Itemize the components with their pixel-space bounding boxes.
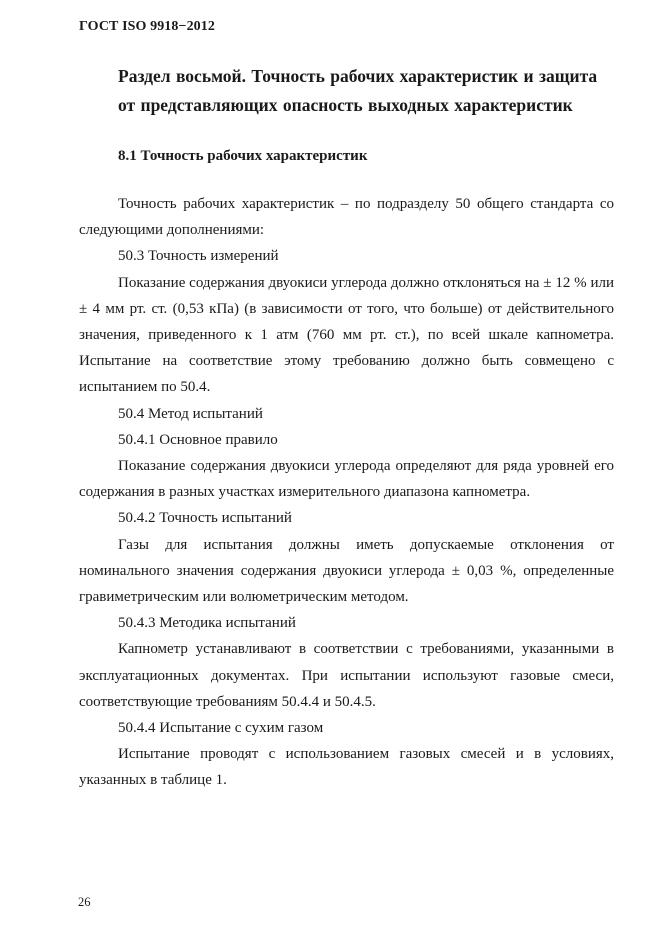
standard-header: ГОСТ ISO 9918−2012 [79, 19, 215, 34]
clause-heading-50-4-3: 50.4.3 Методика испытаний [118, 615, 296, 632]
paragraph-measurement-accuracy: Показание содержания двуокиси углерода должно отклоняться на ± 12 % или ± 4 мм рт. ст. (0,53 кПа) (в зависимости от того, что больше) от действительного значения, приведенного к 1 атм (760 мм рт. ст.), по всей шкале капнометра. Испытание на соответствие этому требованию должно быть совмещено с испытанием по 50.4. [79, 274, 614, 396]
paragraph-test-accuracy: Газы для испытания должны иметь допускаемые отклонения от номинального значения содержания двуокиси углерода ± 0,03 %, определенные гравиметрическим или волюметрическим методом. [79, 536, 614, 606]
subsection-title: 8.1 Точность рабочих характеристик [118, 148, 368, 164]
paragraph-dry-gas-test: Испытание проводят с использованием газовых смесей и в условиях, указанных в таблице 1. [79, 746, 614, 789]
clause-heading-50-4-1: 50.4.1 Основное правило [118, 431, 278, 448]
body-text [79, 191, 614, 794]
clause-heading-50-3: 50.3 Точность измерений [118, 248, 279, 265]
clause-heading-50-4-4: 50.4.4 Испытание с сухим газом [118, 720, 324, 737]
paragraph-intro: Точность рабочих характеристик – по подразделу 50 общего стандарта со следующими дополнениями: [79, 196, 614, 239]
clause-heading-50-4-2: 50.4.2 Точность испытаний [118, 510, 292, 527]
paragraph-test-procedure: Капнометр устанавливают в соответствии с требованиями, указанными в эксплуатационных документах. При испытании используют газовые смеси, соответствующие требованиям 50.4.4 и 50.4.5. [79, 641, 614, 710]
clause-heading-50-4: 50.4 Метод испытаний [118, 405, 263, 422]
section-title: Раздел восьмой. Точность рабочих характеристик и защита от представляющих опасность выходных характеристик [118, 66, 598, 115]
page-number: 26 [78, 895, 91, 909]
paragraph-basic-rule: Показание содержания двуокиси углерода определяют для ряда уровней его содержания в разных участках измерительного диапазона капнометра. [79, 458, 614, 501]
